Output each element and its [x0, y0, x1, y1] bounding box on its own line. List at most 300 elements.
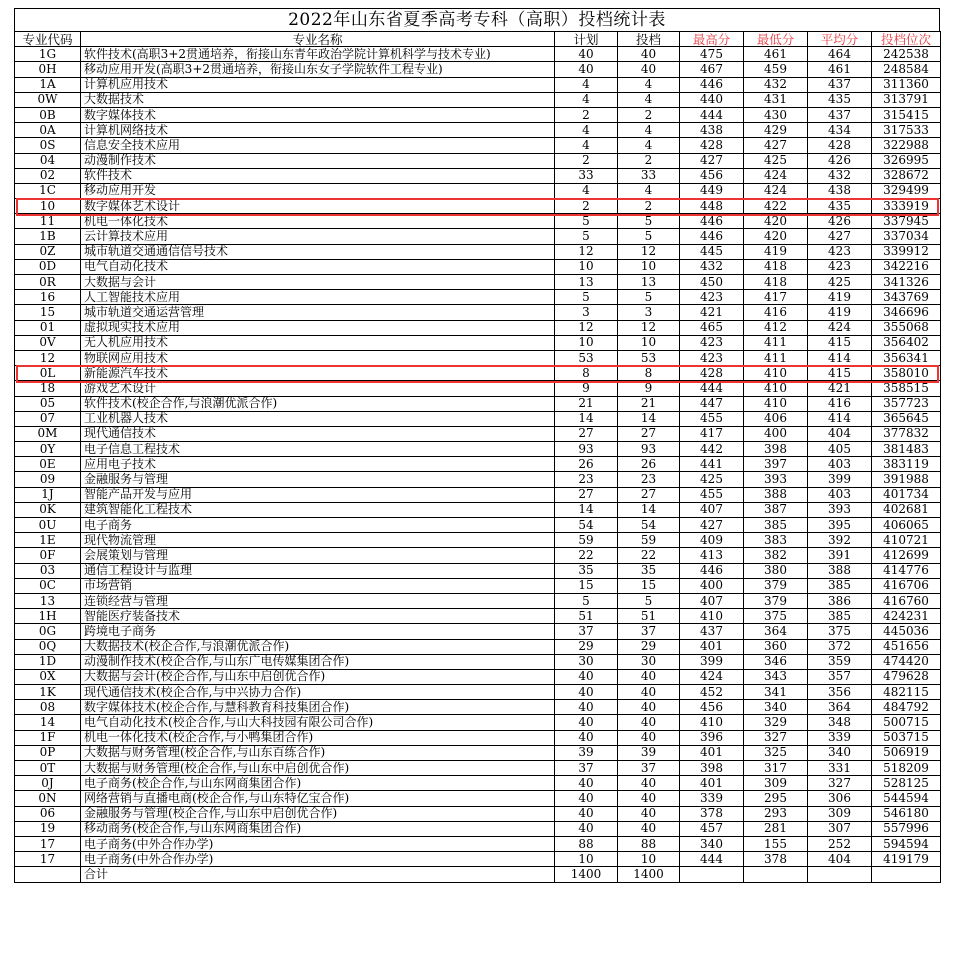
cell-max-score: 456 — [680, 168, 744, 183]
cell-plan: 26 — [555, 457, 618, 472]
cell-min-score: 378 — [744, 852, 808, 867]
table-row — [15, 821, 941, 836]
table-row — [15, 47, 941, 62]
cell-code: 0M — [15, 426, 81, 441]
cell-plan: 37 — [555, 761, 618, 776]
cell-admitted: 40 — [618, 47, 680, 62]
cell-code: 09 — [15, 472, 81, 487]
cell-major: 应用电子技术 — [81, 457, 555, 472]
cell-major: 电气自动化技术 — [81, 259, 555, 274]
cell-max-score: 445 — [680, 244, 744, 259]
table-row — [15, 168, 941, 183]
table-row — [15, 290, 941, 305]
cell-max-score: 400 — [680, 578, 744, 593]
cell-max-score: 438 — [680, 123, 744, 138]
cell-code: 0S — [15, 138, 81, 153]
cell-major: 通信工程设计与监理 — [81, 563, 555, 578]
cell-max-score: 448 — [680, 199, 744, 214]
total-label: 合计 — [81, 867, 555, 882]
cell-rank: 337034 — [872, 229, 941, 244]
cell-admitted: 27 — [618, 487, 680, 502]
cell-plan: 40 — [555, 791, 618, 806]
table-row — [15, 487, 941, 502]
cell-max-score: 450 — [680, 275, 744, 290]
cell-avg-score: 432 — [808, 168, 872, 183]
cell-plan: 40 — [555, 806, 618, 821]
cell-avg-score: 339 — [808, 730, 872, 745]
cell-code: 0Q — [15, 639, 81, 654]
total-admitted: 1400 — [618, 867, 680, 882]
cell-plan: 22 — [555, 548, 618, 563]
cell-avg-score: 423 — [808, 244, 872, 259]
cell-code: 0F — [15, 548, 81, 563]
cell-empty — [808, 867, 872, 882]
table-row — [15, 700, 941, 715]
cell-min-score: 425 — [744, 153, 808, 168]
cell-plan: 40 — [555, 700, 618, 715]
cell-max-score: 428 — [680, 366, 744, 381]
cell-major: 数字媒体艺术设计 — [81, 199, 555, 214]
cell-rank: 322988 — [872, 138, 941, 153]
cell-code: 0Y — [15, 442, 81, 457]
cell-max-score: 339 — [680, 791, 744, 806]
table-row — [15, 548, 941, 563]
cell-min-score: 424 — [744, 183, 808, 198]
cell-admitted: 4 — [618, 123, 680, 138]
cell-rank: 391988 — [872, 472, 941, 487]
cell-plan: 10 — [555, 335, 618, 350]
cell-avg-score: 392 — [808, 533, 872, 548]
cell-code: 01 — [15, 320, 81, 335]
cell-avg-score: 464 — [808, 47, 872, 62]
cell-rank: 317533 — [872, 123, 941, 138]
cell-code: 14 — [15, 715, 81, 730]
table-title: 2022年山东省夏季高考专科（高职）投档统计表 — [14, 8, 940, 31]
cell-min-score: 155 — [744, 836, 808, 851]
cell-rank: 328672 — [872, 168, 941, 183]
cell-avg-score: 385 — [808, 578, 872, 593]
cell-code: 1K — [15, 685, 81, 700]
cell-plan: 51 — [555, 609, 618, 624]
cell-plan: 4 — [555, 183, 618, 198]
table-row — [15, 578, 941, 593]
cell-plan: 5 — [555, 214, 618, 229]
header-major: 专业名称 — [81, 32, 555, 47]
cell-admitted: 9 — [618, 381, 680, 396]
cell-avg-score: 309 — [808, 806, 872, 821]
cell-max-score: 423 — [680, 335, 744, 350]
cell-plan: 93 — [555, 442, 618, 457]
cell-code: 11 — [15, 214, 81, 229]
cell-major: 机电一体化技术 — [81, 214, 555, 229]
cell-avg-score: 438 — [808, 183, 872, 198]
cell-plan: 29 — [555, 639, 618, 654]
cell-plan: 5 — [555, 290, 618, 305]
cell-major: 信息安全技术应用 — [81, 138, 555, 153]
cell-plan: 2 — [555, 199, 618, 214]
cell-code: 1J — [15, 487, 81, 502]
cell-min-score: 416 — [744, 305, 808, 320]
cell-min-score: 420 — [744, 229, 808, 244]
cell-min-score: 427 — [744, 138, 808, 153]
cell-code: 0A — [15, 123, 81, 138]
cell-avg-score: 372 — [808, 639, 872, 654]
cell-max-score: 424 — [680, 669, 744, 684]
cell-avg-score: 306 — [808, 791, 872, 806]
cell-major: 大数据与会计(校企合作,与山东中启创优合作) — [81, 669, 555, 684]
cell-min-score: 430 — [744, 107, 808, 122]
cell-plan: 4 — [555, 138, 618, 153]
cell-plan: 33 — [555, 168, 618, 183]
cell-max-score: 449 — [680, 183, 744, 198]
cell-avg-score: 427 — [808, 229, 872, 244]
table-row — [15, 609, 941, 624]
cell-admitted: 2 — [618, 199, 680, 214]
cell-major: 城市轨道交通通信信号技术 — [81, 244, 555, 259]
cell-major: 数字媒体技术 — [81, 107, 555, 122]
cell-rank: 311360 — [872, 77, 941, 92]
cell-min-score: 412 — [744, 320, 808, 335]
cell-code: 1D — [15, 654, 81, 669]
cell-code: 06 — [15, 806, 81, 821]
cell-max-score: 428 — [680, 138, 744, 153]
cell-rank: 451656 — [872, 639, 941, 654]
cell-avg-score: 331 — [808, 761, 872, 776]
cell-major: 虚拟现实技术应用 — [81, 320, 555, 335]
cell-max-score: 398 — [680, 761, 744, 776]
table-row — [15, 761, 941, 776]
cell-major: 大数据技术 — [81, 92, 555, 107]
header-row — [15, 32, 941, 47]
cell-min-score: 317 — [744, 761, 808, 776]
table-row — [15, 730, 941, 745]
cell-major: 智能医疗装备技术 — [81, 609, 555, 624]
cell-plan: 4 — [555, 123, 618, 138]
cell-major: 物联网应用技术 — [81, 350, 555, 365]
cell-max-score: 457 — [680, 821, 744, 836]
cell-admitted: 40 — [618, 806, 680, 821]
cell-avg-score: 386 — [808, 593, 872, 608]
cell-max-score: 452 — [680, 685, 744, 700]
cell-min-score: 419 — [744, 244, 808, 259]
cell-plan: 40 — [555, 730, 618, 745]
cell-plan: 3 — [555, 305, 618, 320]
table-row — [15, 153, 941, 168]
cell-plan: 2 — [555, 153, 618, 168]
cell-rank: 506919 — [872, 745, 941, 760]
cell-avg-score: 419 — [808, 290, 872, 305]
cell-max-score: 401 — [680, 745, 744, 760]
cell-max-score: 421 — [680, 305, 744, 320]
cell-avg-score: 437 — [808, 77, 872, 92]
cell-rank: 416706 — [872, 578, 941, 593]
cell-code: 0P — [15, 745, 81, 760]
cell-admitted: 5 — [618, 229, 680, 244]
cell-max-score: 446 — [680, 77, 744, 92]
cell-max-score: 410 — [680, 609, 744, 624]
cell-code: 0U — [15, 518, 81, 533]
cell-max-score: 446 — [680, 214, 744, 229]
table-row — [15, 62, 941, 77]
header-rank: 投档位次 — [872, 32, 941, 47]
cell-rank: 355068 — [872, 320, 941, 335]
cell-avg-score: 421 — [808, 381, 872, 396]
cell-admitted: 33 — [618, 168, 680, 183]
cell-max-score: 467 — [680, 62, 744, 77]
cell-major: 电气自动化技术(校企合作,与山大科技园有限公司合作) — [81, 715, 555, 730]
cell-max-score: 401 — [680, 639, 744, 654]
cell-plan: 35 — [555, 563, 618, 578]
cell-avg-score: 403 — [808, 457, 872, 472]
cell-avg-score: 424 — [808, 320, 872, 335]
cell-max-score: 455 — [680, 487, 744, 502]
cell-min-score: 327 — [744, 730, 808, 745]
cell-plan: 23 — [555, 472, 618, 487]
cell-major: 新能源汽车技术 — [81, 366, 555, 381]
cell-max-score: 465 — [680, 320, 744, 335]
cell-admitted: 14 — [618, 411, 680, 426]
cell-admitted: 5 — [618, 214, 680, 229]
cell-code: 0N — [15, 791, 81, 806]
cell-max-score: 432 — [680, 259, 744, 274]
cell-code: 13 — [15, 593, 81, 608]
cell-avg-score: 435 — [808, 92, 872, 107]
cell-min-score: 429 — [744, 123, 808, 138]
cell-min-score: 459 — [744, 62, 808, 77]
cell-max-score: 423 — [680, 350, 744, 365]
cell-code: 1E — [15, 533, 81, 548]
cell-avg-score: 403 — [808, 487, 872, 502]
cell-avg-score: 415 — [808, 335, 872, 350]
cell-avg-score: 375 — [808, 624, 872, 639]
table-row — [15, 518, 941, 533]
header-min-score: 最低分 — [744, 32, 808, 47]
table-row — [15, 350, 941, 365]
cell-admitted: 23 — [618, 472, 680, 487]
cell-avg-score: 437 — [808, 107, 872, 122]
admission-table — [14, 31, 941, 883]
cell-max-score: 475 — [680, 47, 744, 62]
cell-plan: 12 — [555, 244, 618, 259]
cell-avg-score: 340 — [808, 745, 872, 760]
cell-admitted: 12 — [618, 244, 680, 259]
cell-min-score: 295 — [744, 791, 808, 806]
cell-admitted: 10 — [618, 852, 680, 867]
cell-rank: 248584 — [872, 62, 941, 77]
cell-rank: 406065 — [872, 518, 941, 533]
cell-rank: 333919 — [872, 199, 941, 214]
cell-admitted: 37 — [618, 761, 680, 776]
total-plan: 1400 — [555, 867, 618, 882]
cell-min-score: 397 — [744, 457, 808, 472]
cell-admitted: 40 — [618, 715, 680, 730]
cell-code: 0T — [15, 761, 81, 776]
cell-avg-score: 388 — [808, 563, 872, 578]
cell-avg-score: 414 — [808, 350, 872, 365]
cell-plan: 9 — [555, 381, 618, 396]
header-avg-score: 平均分 — [808, 32, 872, 47]
cell-max-score: 423 — [680, 290, 744, 305]
cell-code: 0H — [15, 62, 81, 77]
cell-major: 金融服务与管理 — [81, 472, 555, 487]
cell-max-score: 340 — [680, 836, 744, 851]
table-row — [15, 426, 941, 441]
cell-major: 软件技术 — [81, 168, 555, 183]
table-row — [15, 852, 941, 867]
table-row — [15, 396, 941, 411]
table-row — [15, 77, 941, 92]
table-row — [15, 685, 941, 700]
cell-max-score: 407 — [680, 502, 744, 517]
cell-code: 0K — [15, 502, 81, 517]
cell-min-score: 379 — [744, 578, 808, 593]
cell-rank: 518209 — [872, 761, 941, 776]
cell-rank: 412699 — [872, 548, 941, 563]
table-row — [15, 654, 941, 669]
cell-plan: 14 — [555, 411, 618, 426]
cell-avg-score: 425 — [808, 275, 872, 290]
table-row — [15, 806, 941, 821]
cell-plan: 21 — [555, 396, 618, 411]
cell-min-score: 383 — [744, 533, 808, 548]
table-row — [15, 199, 941, 214]
cell-code: 10 — [15, 199, 81, 214]
table-row — [15, 92, 941, 107]
cell-max-score: 444 — [680, 107, 744, 122]
cell-major: 金融服务与管理(校企合作,与山东中启创优合作) — [81, 806, 555, 821]
cell-admitted: 5 — [618, 290, 680, 305]
table-row — [15, 624, 941, 639]
cell-code: 0X — [15, 669, 81, 684]
cell-max-score: 396 — [680, 730, 744, 745]
cell-code: 1C — [15, 183, 81, 198]
cell-min-score: 410 — [744, 396, 808, 411]
cell-code: 0J — [15, 776, 81, 791]
cell-min-score: 410 — [744, 366, 808, 381]
cell-plan: 39 — [555, 745, 618, 760]
cell-code: 0C — [15, 578, 81, 593]
cell-code: 1F — [15, 730, 81, 745]
cell-code: 15 — [15, 305, 81, 320]
cell-rank: 381483 — [872, 442, 941, 457]
cell-rank: 424231 — [872, 609, 941, 624]
cell-admitted: 40 — [618, 62, 680, 77]
cell-admitted: 13 — [618, 275, 680, 290]
cell-max-score: 444 — [680, 852, 744, 867]
table-row — [15, 320, 941, 335]
cell-max-score: 407 — [680, 593, 744, 608]
cell-rank: 557996 — [872, 821, 941, 836]
cell-min-score: 340 — [744, 700, 808, 715]
cell-avg-score: 434 — [808, 123, 872, 138]
cell-admitted: 10 — [618, 335, 680, 350]
cell-empty — [872, 867, 941, 882]
cell-rank: 500715 — [872, 715, 941, 730]
cell-code: 0B — [15, 107, 81, 122]
cell-rank: 357723 — [872, 396, 941, 411]
cell-plan: 14 — [555, 502, 618, 517]
cell-admitted: 22 — [618, 548, 680, 563]
table-row — [15, 593, 941, 608]
cell-avg-score: 426 — [808, 214, 872, 229]
cell-major: 现代物流管理 — [81, 533, 555, 548]
admission-table-sheet — [14, 8, 940, 883]
cell-min-score: 382 — [744, 548, 808, 563]
cell-code: 1B — [15, 229, 81, 244]
cell-major: 移动应用开发(高职3+2贯通培养，衔接山东女子学院软件工程专业) — [81, 62, 555, 77]
cell-major: 大数据与财务管理(校企合作,与山东中启创优合作) — [81, 761, 555, 776]
cell-avg-score: 405 — [808, 442, 872, 457]
cell-plan: 30 — [555, 654, 618, 669]
cell-major: 数字媒体技术(校企合作,与慧科教育科技集团合作) — [81, 700, 555, 715]
cell-major: 人工智能技术应用 — [81, 290, 555, 305]
cell-admitted: 40 — [618, 700, 680, 715]
cell-avg-score: 435 — [808, 199, 872, 214]
cell-plan: 37 — [555, 624, 618, 639]
cell-plan: 5 — [555, 229, 618, 244]
cell-plan: 40 — [555, 715, 618, 730]
cell-avg-score: 327 — [808, 776, 872, 791]
cell-rank: 594594 — [872, 836, 941, 851]
cell-max-score: 446 — [680, 229, 744, 244]
cell-avg-score: 423 — [808, 259, 872, 274]
cell-code: 17 — [15, 852, 81, 867]
cell-admitted: 8 — [618, 366, 680, 381]
table-row — [15, 776, 941, 791]
cell-min-score: 422 — [744, 199, 808, 214]
cell-rank: 356341 — [872, 350, 941, 365]
cell-code: 0E — [15, 457, 81, 472]
cell-min-score: 431 — [744, 92, 808, 107]
table-row — [15, 381, 941, 396]
cell-major: 工业机器人技术 — [81, 411, 555, 426]
cell-code: 0L — [15, 366, 81, 381]
cell-major: 连锁经营与管理 — [81, 593, 555, 608]
cell-avg-score: 395 — [808, 518, 872, 533]
cell-major: 电子商务(中外合作办学) — [81, 852, 555, 867]
table-row — [15, 107, 941, 122]
cell-admitted: 12 — [618, 320, 680, 335]
cell-rank: 528125 — [872, 776, 941, 791]
cell-major: 大数据与会计 — [81, 275, 555, 290]
cell-rank: 546180 — [872, 806, 941, 821]
table-row — [15, 669, 941, 684]
cell-max-score: 413 — [680, 548, 744, 563]
cell-min-score: 281 — [744, 821, 808, 836]
cell-avg-score: 399 — [808, 472, 872, 487]
cell-avg-score: 428 — [808, 138, 872, 153]
cell-plan: 2 — [555, 107, 618, 122]
cell-admitted: 53 — [618, 350, 680, 365]
cell-max-score: 427 — [680, 153, 744, 168]
cell-min-score: 360 — [744, 639, 808, 654]
cell-admitted: 10 — [618, 259, 680, 274]
cell-avg-score: 404 — [808, 426, 872, 441]
table-row — [15, 639, 941, 654]
cell-code: 0Z — [15, 244, 81, 259]
cell-admitted: 4 — [618, 92, 680, 107]
cell-max-score: 444 — [680, 381, 744, 396]
cell-major: 电子商务(校企合作,与山东网商集团合作) — [81, 776, 555, 791]
header-code: 专业代码 — [15, 32, 81, 47]
cell-avg-score: 414 — [808, 411, 872, 426]
cell-rank: 356402 — [872, 335, 941, 350]
cell-min-score: 329 — [744, 715, 808, 730]
table-row — [15, 563, 941, 578]
cell-major: 移动应用开发 — [81, 183, 555, 198]
cell-admitted: 5 — [618, 593, 680, 608]
cell-max-score: 440 — [680, 92, 744, 107]
